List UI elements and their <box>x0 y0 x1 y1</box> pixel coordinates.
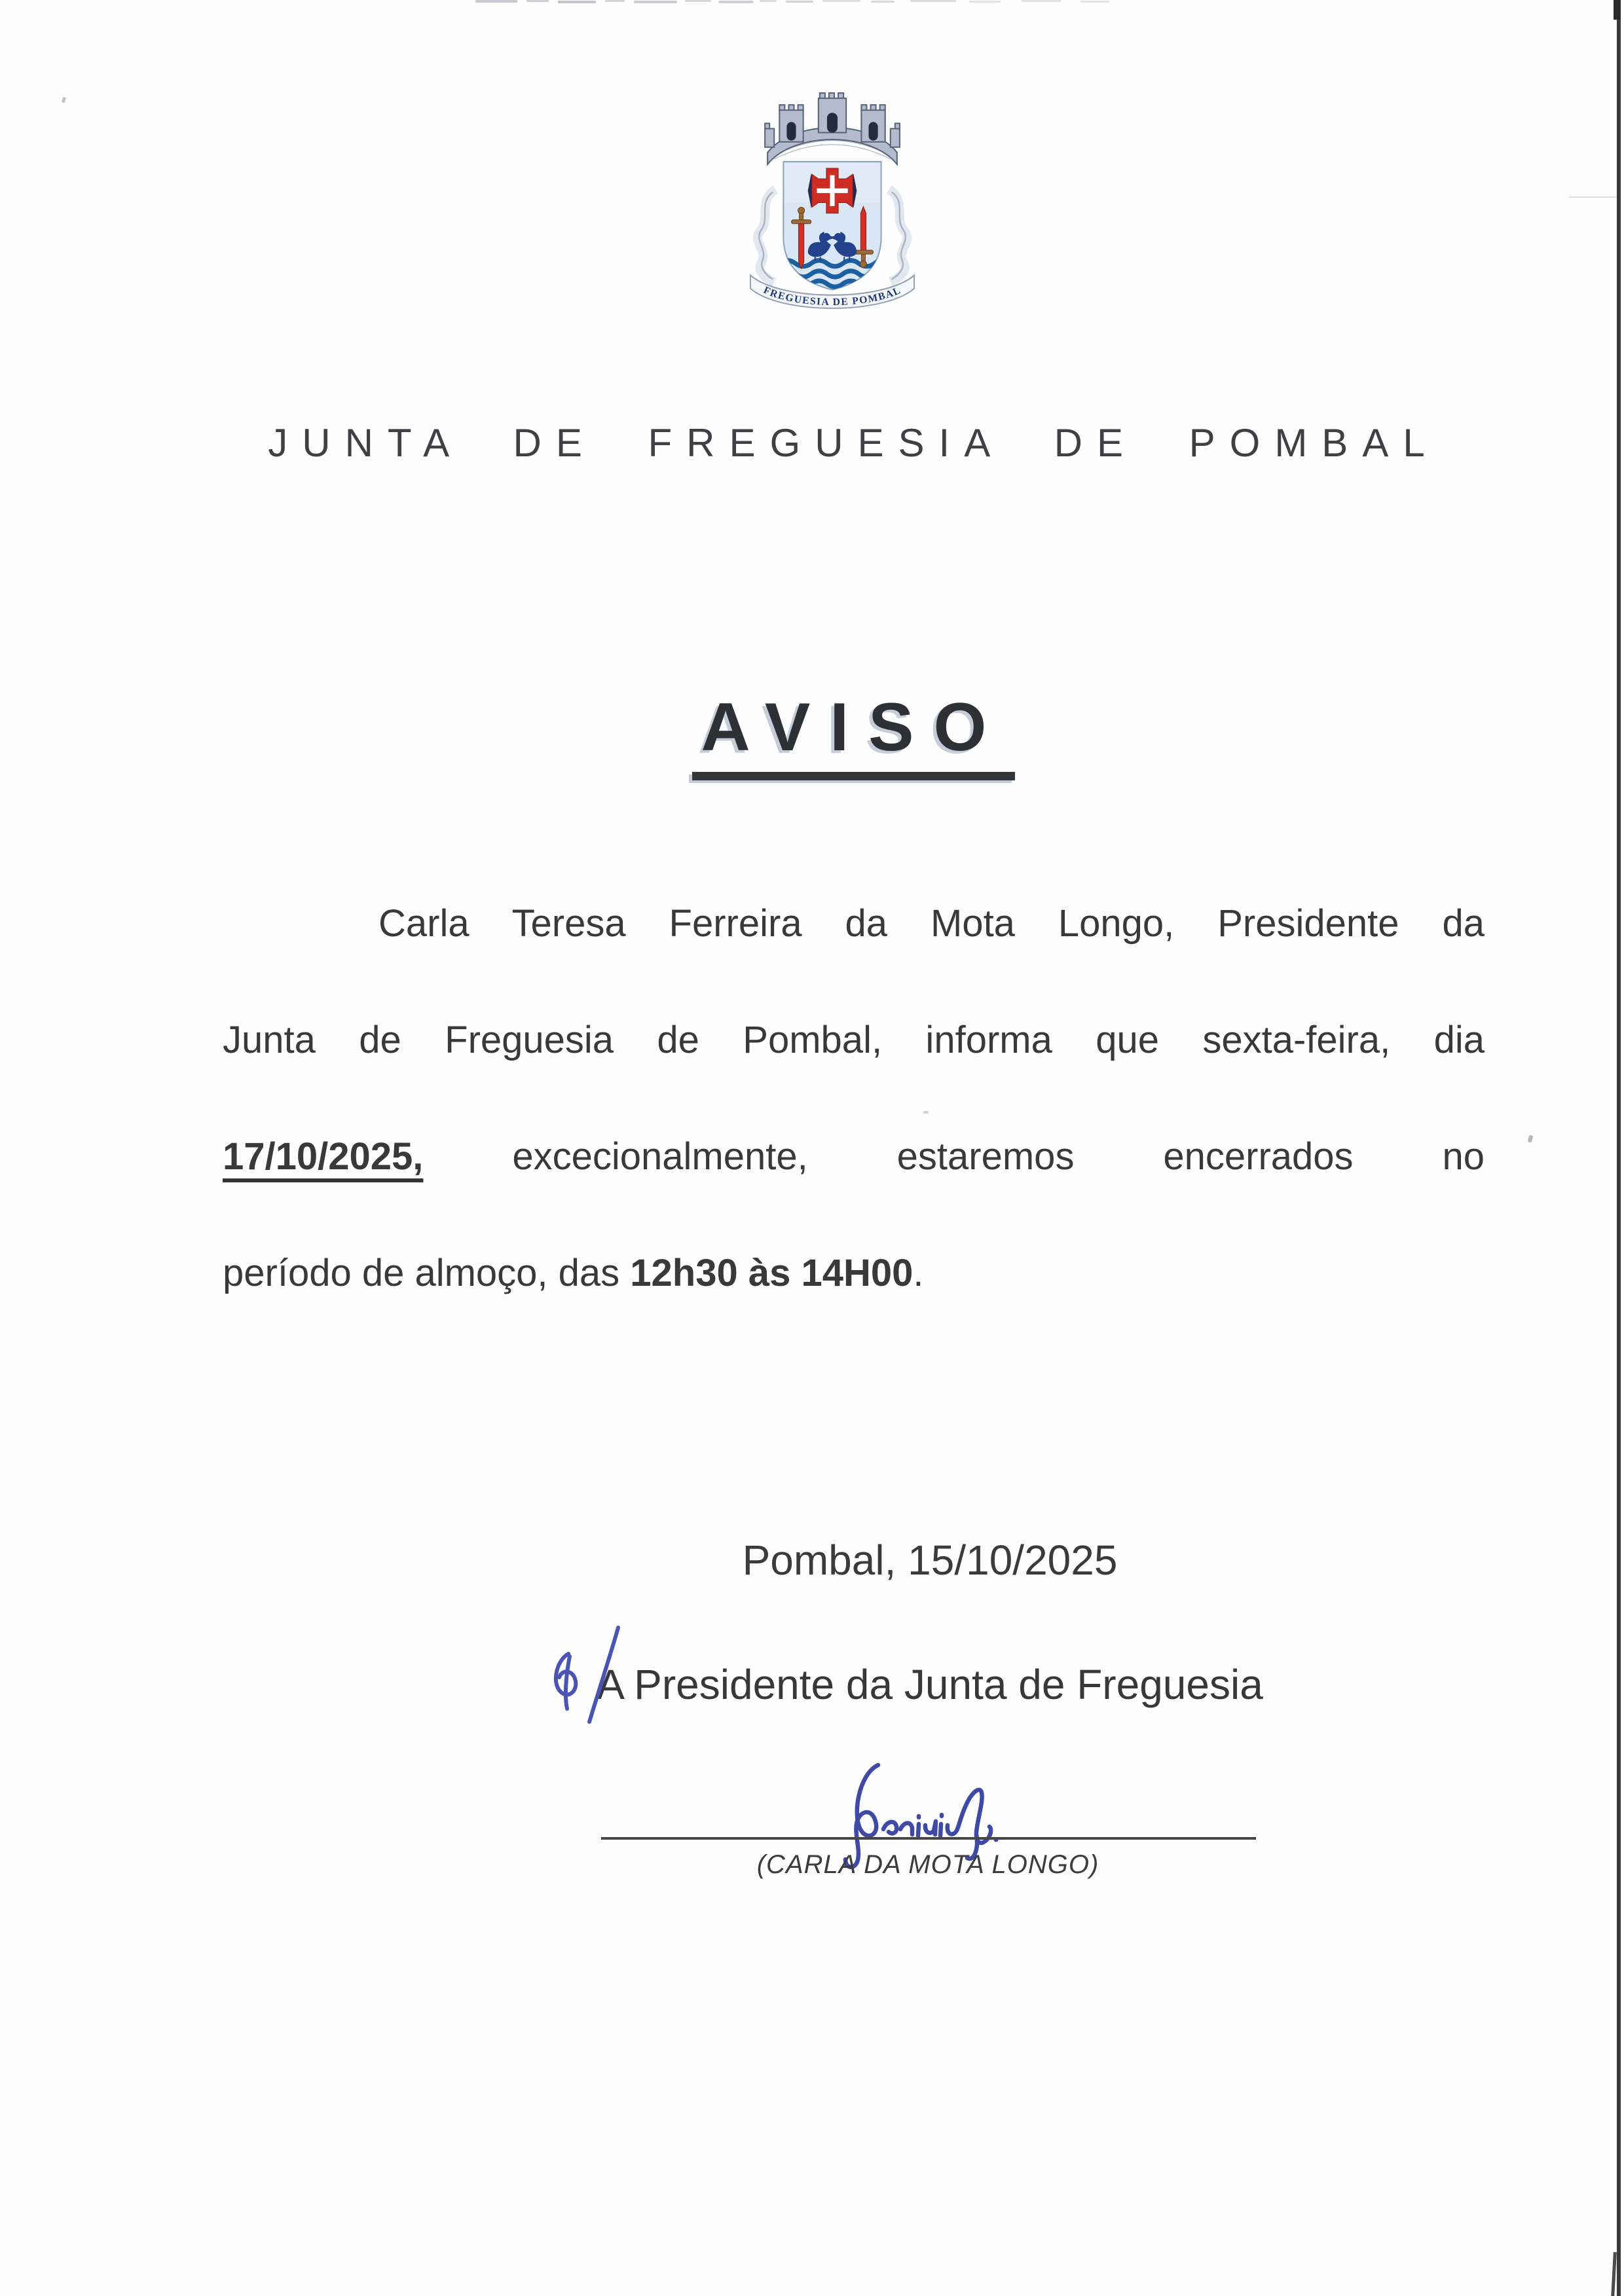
place-and-date: Pombal, 15/10/2025 <box>742 1537 1118 1584</box>
closure-hours: 12h30 às 14H00 <box>630 1252 913 1294</box>
paragraph-text: excecionalmente, estaremos encerrados no <box>512 1135 1485 1178</box>
scan-speck <box>1528 1135 1534 1142</box>
closure-date: 17/10/2025, <box>223 1135 424 1178</box>
handwritten-p-mark <box>545 1622 633 1730</box>
scan-dash <box>910 0 956 2</box>
scan-dash <box>719 1 753 3</box>
scan-dash <box>1080 1 1109 3</box>
right-edge-scan-line <box>1617 0 1621 2296</box>
scan-dash <box>475 0 517 3</box>
notice-title: AVISO <box>692 689 1016 780</box>
scan-dash <box>786 1 813 3</box>
notice-title-wrap <box>223 689 1485 780</box>
crest-banner-text: FREGUESIA DE POMBAL <box>762 284 903 308</box>
signature-line <box>601 1837 1256 1840</box>
paragraph-line-1 <box>223 866 1485 982</box>
paragraph-text: Carla Teresa Ferreira da Mota Longo, Presidente da <box>378 902 1485 945</box>
signer-name: (CARLA DA MOTA LONGO) <box>756 1850 1099 1879</box>
scan-dash <box>526 0 549 2</box>
paragraph-line-4 <box>223 1215 1485 1332</box>
scan-faint-line <box>1569 196 1619 198</box>
paragraph-text: Junta de Freguesia de Pombal, informa que sexta-feira, dia <box>223 1019 1485 1061</box>
right-edge-scan-line-cap <box>1614 0 1621 20</box>
right-edge-scan-line-bottom <box>1611 2252 1617 2296</box>
paragraph-text: . <box>913 1252 924 1294</box>
paragraph-text: período de almoço, das <box>223 1252 631 1294</box>
scan-dash <box>558 1 596 3</box>
organization-title: JUNTA DE FREGUESIA DE POMBAL <box>268 421 1439 465</box>
scan-dash <box>685 0 711 2</box>
paragraph-line-3 <box>223 1099 1485 1215</box>
scan-dash <box>634 1 677 3</box>
signer-role-line: A Presidente da Junta de Freguesia <box>597 1661 1263 1708</box>
paragraph-line-2 <box>223 982 1485 1099</box>
mural-crown <box>765 93 900 164</box>
scan-dash <box>871 1 895 3</box>
scan-dash <box>605 0 625 2</box>
freguesia-pombal-coat-of-arms <box>732 90 932 318</box>
scan-dash <box>822 0 860 2</box>
scan-speck <box>62 96 67 103</box>
scan-dash <box>1022 0 1061 2</box>
scroll-ribbon-right <box>889 189 907 282</box>
scroll-ribbon-left <box>758 189 775 282</box>
scan-dash <box>969 1 1001 3</box>
scan-dash <box>760 0 777 2</box>
notice-paragraph <box>223 866 1485 1332</box>
